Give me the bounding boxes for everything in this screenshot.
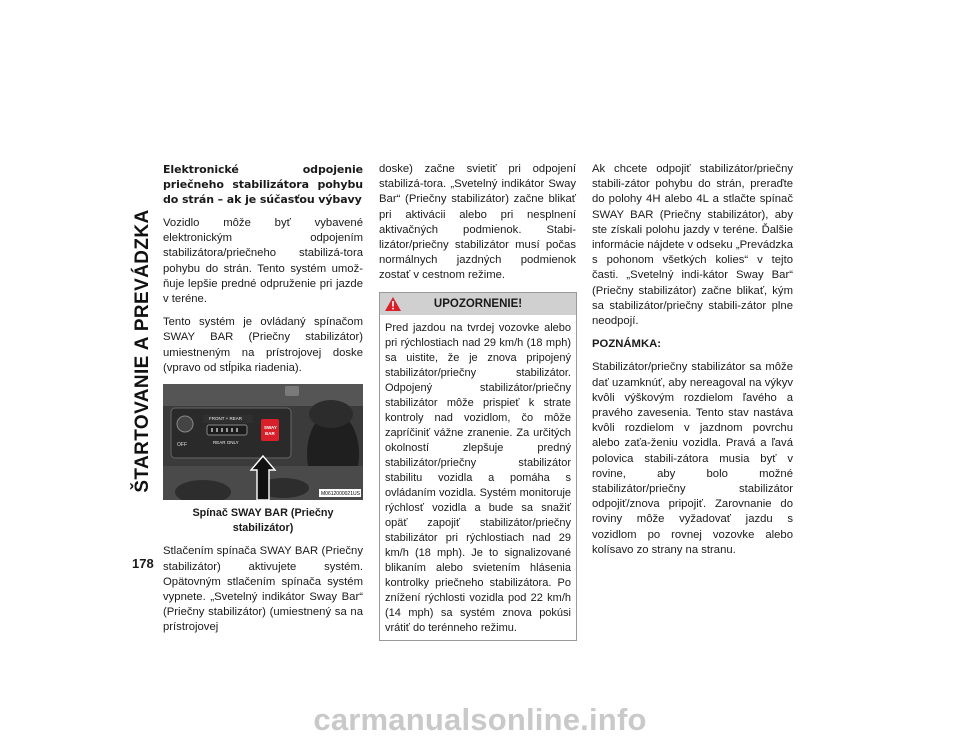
paragraph: Vozidlo môže byť vybavené elektronickým odpojením stabilizátora/priečneho stabilizá-tora pohybu do strán. Tento systém umož-ňuje lepšie predné odpruženie pri jazde v teréne. — [163, 217, 363, 306]
note-title: POZNÁMKA: — [592, 338, 662, 351]
warning-triangle-icon — [384, 296, 402, 312]
chapter-side-tab — [132, 156, 154, 546]
paragraph: Ak chcete odpojiť stabilizátor/priečny stabili-zátor pohybu do strán, preraďte do polohy 4H alebo 4L a stlačte spínač SWAY BAR (Priečny stabilizátor), aby ste získali polohu jazdy v teréne. Ďalšie informácie nájdete v odseku „Prevádzka s pohonom všetkých kolies“ v tejto časti. „Svetelný indi-kátor Sway Bar“ (Priečny stabilizátor) začne blikať, kým sa stabilizátor/priečny stabili-zátor plne neodpojí. — [592, 163, 793, 328]
warning-box — [379, 292, 577, 641]
bar-label: BAR — [265, 431, 275, 437]
column-3 — [592, 162, 793, 566]
paragraph: doske) začne svietiť pri odpojení stabilizá-tora. „Svetelný indikátor Sway Bar“ (Priečny stabilizátor) začne blikať pri aktivácii alebo pri nesplnení aktivačných podmienok. Stabi-lizátor/priečny stabilizátor musí počas normálnych jazdných podmienok zostať v cestnom režime. — [379, 163, 576, 282]
section-heading: Elektronické odpojenie priečneho stabilizátora pohybu do strán – ak je súčasťou výbavy — [163, 163, 363, 206]
sway-bar-button — [261, 419, 279, 441]
warning-header — [380, 293, 576, 315]
paragraph: Stlačením spínača SWAY BAR (Priečny stabilizátor) aktivujete systém. Opätovným stlačením spínača systém vypnete. „Svetelný indikátor Sway Bar“ (Priečny stabilizátor) (umiestnený sa na prístrojovej — [163, 545, 363, 634]
sway-label: SWAY — [264, 425, 277, 431]
sway-bar-switch-photo — [163, 384, 363, 500]
warning-text: Pred jazdou na tvrdej vozovke alebo pri rýchlostiach nad 29 km/h (18 mph) sa uistite, že je znova pripojený stabilizátor/priečny stabilizátor. Odpojený stabilizátor/priečny stabilizátor môže prispieť k strate kontroly nad vozidlom, čo môže zapríčiniť vážne zranenie. Za určitých okolností zlepšuje predný stabilizátor/priečny stabilizátor stabilitu vozidla a pomáha s ovládaním vozidla. Systém monitoruje rýchlosť vozidla a bude sa snažiť opäť zapojiť stabilizátor/priečny stabilizátor pri rýchlostiach nad 29 km/h (18 mph). Je to signalizované blikaním alebo svietením hlásenia kontrolky priečneho stabilizátora. Po znížení rýchlosti vozidla pod 22 km/h (14 mph) sa systém znova pokúsi vrátiť do terénneho režimu. — [385, 321, 571, 634]
note-text: Stabilizátor/priečny stabilizátor sa môže dať uzamknúť, aby nereagoval na výkyv kvôli výškovým rozdielom ľavého a pravého zavesenia. Tento stav nastáva kvôli rozdielom v jazdnom povrchu alebo zaťa-ženiu vozidla. Pravá a ľavá polovica stabili-zátora musia byť v rovine, aby bolo možné stabilizátor/priečny stabilizátor odpojiť/znova pripojiť. Zarovnanie do roviny môže vyžadovať jazdu s vozidlom po rovnej vozovke alebo kolísavo zo strany na stranu. — [592, 361, 793, 556]
warning-title: UPOZORNENIE! — [433, 297, 523, 310]
chapter-title: ŠTARTOVANIE A PREVÁDZKA — [132, 209, 153, 493]
front-rear-label: FRONT + REAR — [209, 416, 243, 422]
paragraph: Tento systém je ovládaný spínačom SWAY BAR (Priečny stabilizátor) umiestneným na prístrojovej doske (vpravo od stĺpika riadenia). — [163, 316, 363, 374]
figure-caption: Spínač SWAY BAR (Priečny stabilizátor) — [192, 507, 334, 535]
page-number: 178 — [132, 556, 154, 571]
off-label: OFF — [177, 442, 187, 449]
figure-code: M0612000021US — [321, 491, 360, 498]
rear-only-label: REAR ONLY — [213, 440, 239, 446]
column-2 — [379, 162, 576, 641]
watermark: carmanualsonline.info — [313, 702, 647, 737]
column-1 — [163, 162, 363, 644]
